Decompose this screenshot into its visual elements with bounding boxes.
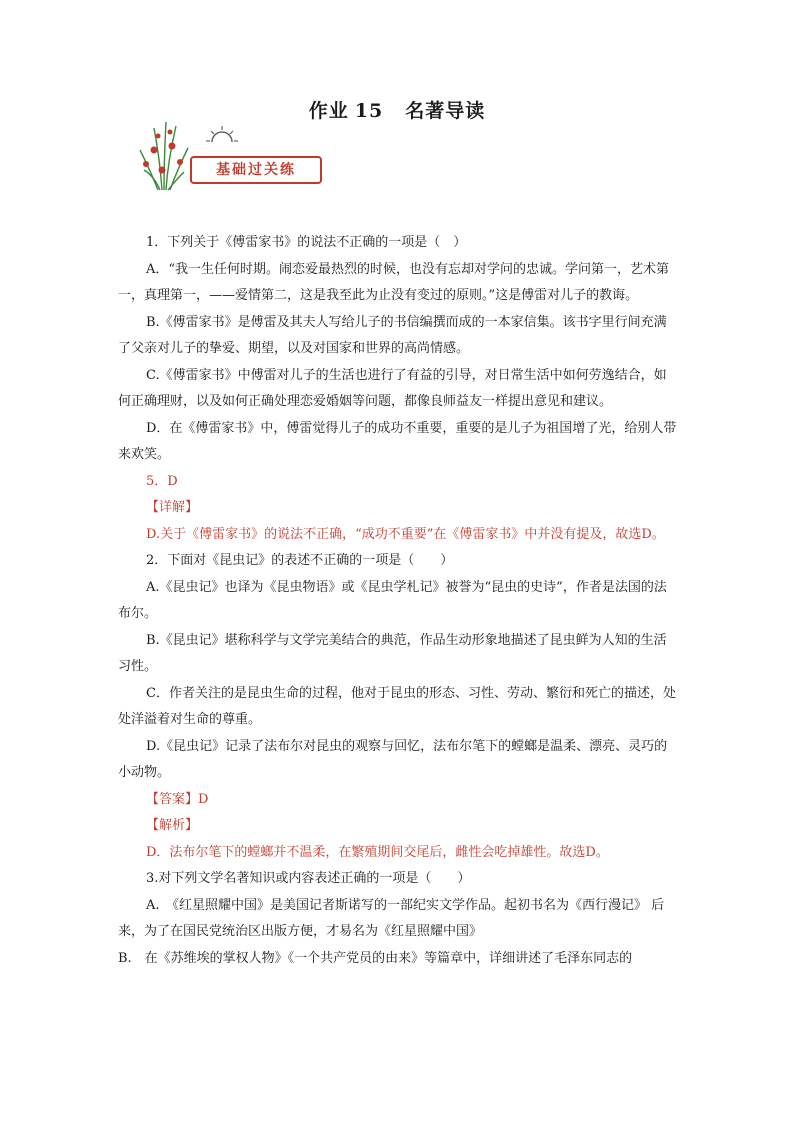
q2-option-d: D.《昆虫记》记录了法布尔对昆虫的观察与回忆，法布尔笔下的螳螂是温柔、漂亮、灵巧的小动物。	[118, 738, 668, 780]
title-prefix: 作业	[308, 100, 349, 122]
q2-stem: 2．下面对《昆虫记》的表述不正确的一项是（ ）	[146, 553, 454, 568]
q1-option-d: D．在《傅雷家书》中，傅雷觉得儿子的成功不重要，重要的是儿子为祖国增了光，给别人带来欢笑。	[118, 420, 677, 462]
q1-explain-tag: 【详解】	[146, 500, 199, 515]
q2-explanation: D．法布尔笔下的螳螂并不温柔，在繁殖期间交尾后，雌性会吃掉雄性。故选D。	[146, 844, 609, 860]
page-title	[0, 96, 794, 123]
badge-label: 基础过关练	[190, 156, 322, 184]
q1-option-a: A．“我一生任何时期。闹恋爱最热烈的时候，也没有忘却对学问的忠诚。学问第一，艺术第一，真理第一，——爱情第二，这是我至此为止没有变过的原则。”这是傅雷对儿子的教诲。	[118, 261, 670, 303]
q1-answer: 5．D	[146, 473, 178, 489]
q1-stem: 1．下列关于《傅雷家书》的说法不正确的一项是（ ）	[146, 235, 467, 250]
q3-option-b: B. 在《苏维埃的掌权人物》《一个共产党员的由来》等篇章中，详细讲述了毛泽东同志的	[118, 950, 633, 966]
title-number: 15	[354, 100, 384, 122]
q2-option-c: C．作者关注的是昆虫生命的过程，他对于昆虫的形态、习性、劳动、繁衍和死亡的描述，处处洋溢着对生命的尊重。	[118, 685, 676, 727]
q1-explanation: D.关于《傅雷家书》的说法不正确，“成功不重要”在《傅雷家书》中并没有提及，故选D。	[146, 526, 665, 542]
question-content	[118, 230, 678, 972]
title-main: 名著导读	[405, 100, 486, 122]
q3-option-a: A. 《红星照耀中国》是美国记者斯诺写的一部纪实文学作品。起初书名为《西行漫记》 后来，为了在国民党统治区出版方便，才易名为《红星照耀中国》	[118, 897, 665, 939]
q3-stem: 3.对下列文学名著知识或内容表述正确的一项是（ ）	[146, 871, 471, 886]
q2-explain-tag: 【解析】	[146, 818, 199, 833]
section-badge	[132, 120, 332, 192]
q2-option-a: A.《昆虫记》也译为《昆虫物语》或《昆虫学札记》被誉为“昆虫的史诗”，作者是法国的法布尔。	[118, 579, 667, 621]
q1-option-c: C.《傅雷家书》中傅雷对儿子的生活也进行了有益的引导，对日常生活中如何劳逸结合，如何正确理财，以及如何正确处理恋爱婚姻等问题，都像良师益友一样提出意见和建议。	[118, 367, 667, 409]
q2-answer	[118, 787, 678, 814]
q1-option-b: B.《傅雷家书》是傅雷及其夫人写给儿子的书信编撰而成的一本家信集。该书字里行间充满了父亲对儿子的挚爱、期望，以及对国家和世界的高尚情感。	[118, 314, 667, 356]
q2-option-b: B.《昆虫记》堪称科学与文学完美结合的典范，作品生动形象地描述了昆虫鲜为人知的生活习性。	[118, 632, 667, 674]
q2-answer-tag: 【答案】	[146, 791, 199, 807]
q2-answer-value: D	[198, 791, 209, 807]
